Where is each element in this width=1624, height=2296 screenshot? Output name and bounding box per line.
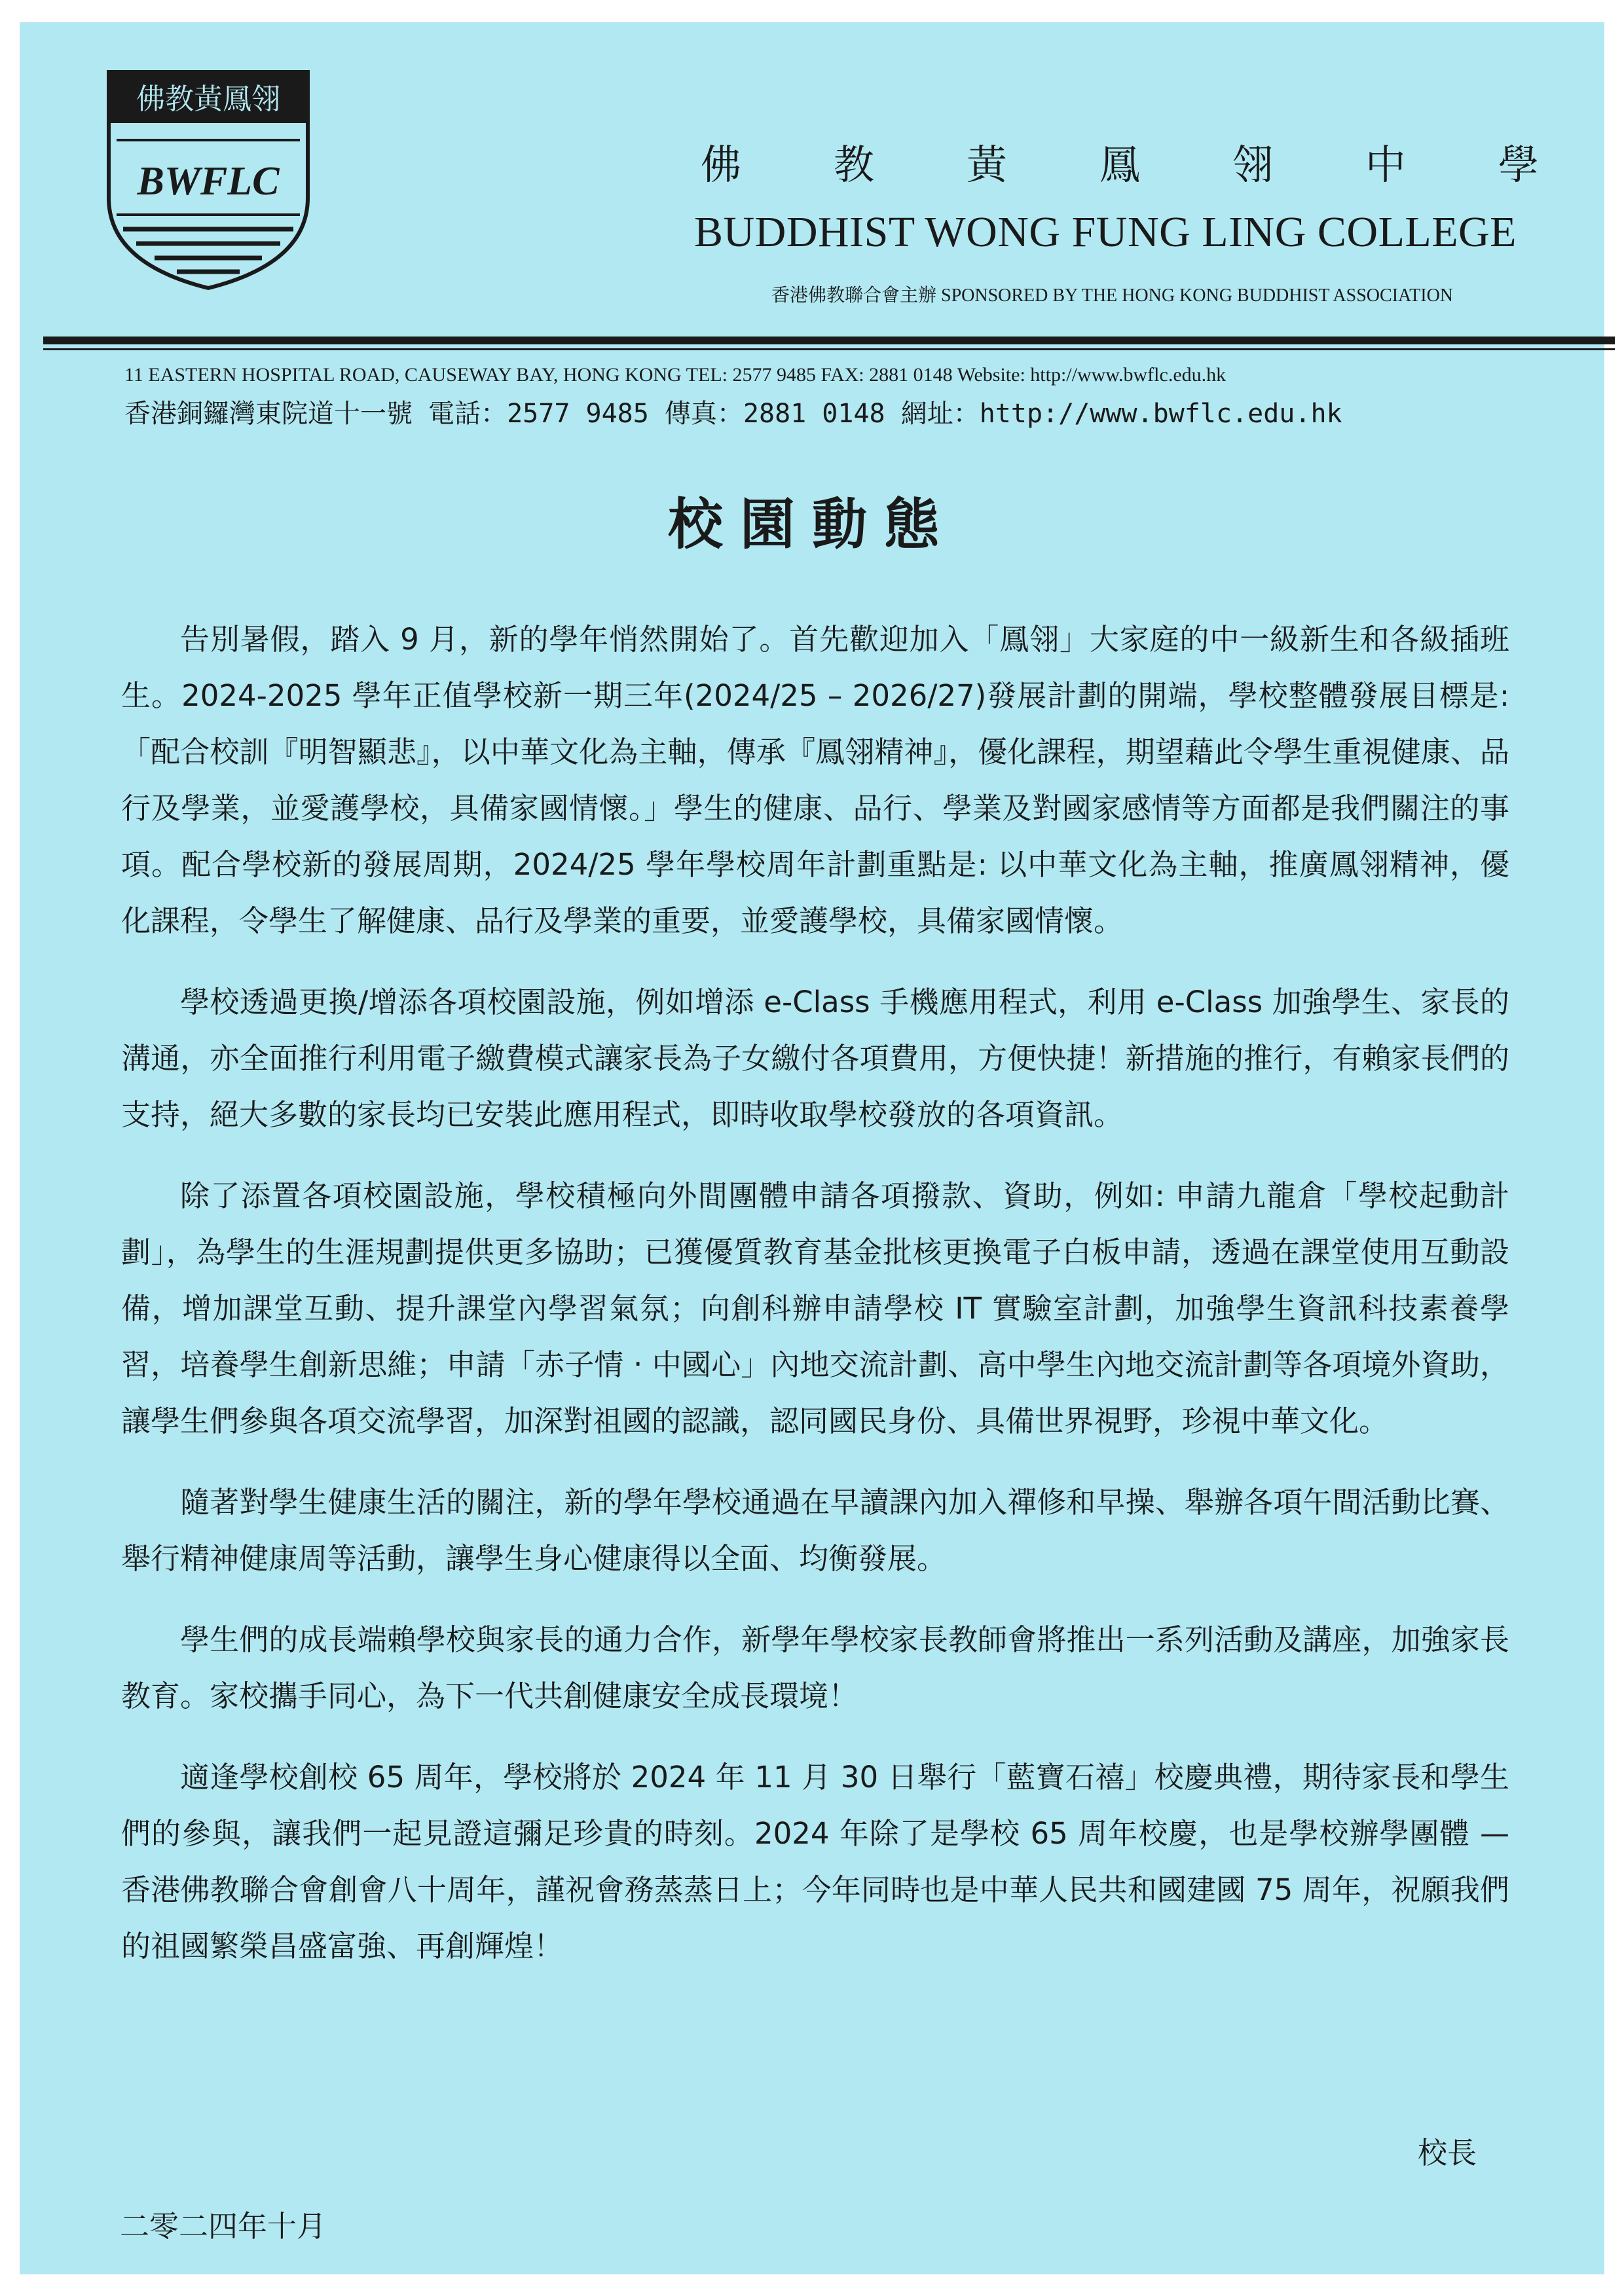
paragraph: 隨著對學生健康生活的關注，新的學年學校通過在早讀課內加入禪修和早操、舉辦各項午間活動比賽、舉行精神健康周等活動，讓學生身心健康得以全面、均衡發展。 — [121, 1485, 1509, 1576]
school-name-chinese — [701, 132, 1539, 191]
address-english: 11 EASTERN HOSPITAL ROAD, CAUSEWAY BAY, HONG KONG TEL: 2577 9485 FAX: 2881 0148 Website: http://www.bwflc.edu.hk — [124, 364, 1227, 386]
paragraph: 適逢學校創校 65 周年，學校將於 2024 年 11 月 30 日舉行「藍寶石禧」校慶典禮，期待家長和學生們的參與，讓我們一起見證這彌足珍貴的時刻。2024 年除了是學校 65 周年校慶，也是學校辦學團體 — 香港佛教聯合會創會八十周年，謹祝會務蒸蒸日上；今年同時也是中華人民共和國建國 75 周年，祝願我們的祖國繁榮昌盛富強、再創輝煌！ — [121, 1760, 1509, 1963]
header-divider-thin — [43, 348, 1615, 350]
school-crest-icon — [103, 67, 313, 293]
letter-date: 二零二四年十月 — [120, 2209, 327, 2244]
school-name-char: 學 — [1498, 141, 1539, 189]
school-name-char: 教 — [833, 141, 874, 189]
school-name-char: 佛 — [701, 141, 742, 189]
page-title: 校園動態 — [667, 492, 956, 556]
school-name-english: BUDDHIST WONG FUNG LING COLLEGE — [694, 208, 1517, 256]
school-name-char: 鳳 — [1099, 141, 1140, 189]
school-name-char: 中 — [1365, 141, 1406, 189]
sponsor-line: 香港佛教聯合會主辦 SPONSORED BY THE HONG KONG BUDDHIST ASSOCIATION — [771, 285, 1454, 306]
paragraph: 學生們的成長端賴學校與家長的通力合作，新學年學校家長教師會將推出一系列活動及講座，加強家長教育。家校攜手同心，為下一代共創健康安全成長環境！ — [121, 1622, 1509, 1713]
paragraph: 告別暑假，踏入 9 月，新的學年悄然開始了。首先歡迎加入「鳳翎」大家庭的中一級新生和各級插班生。2024-2025 學年正值學校新一期三年(2024/25 – 2026/27)發展計劃的開端，學校整體發展目標是: 「配合校訓『明智顯悲』，以中華文化為主軸，傳承『鳳翎精神』，優化課程，期望藉此令學生重視健康、品行及學業，並愛護學校，具備家國情懷。」學生的健康、品行、學業及對國家感情等方面都是我們關注的事項。配合學校新的發展周期，2024/25 學年學校周年計劃重點是: 以中華文化為主軸，推廣鳳翎精神，優化課程，令學生了解健康、品行及學業的重要，並愛護學校，具備家國情懷。 — [121, 622, 1509, 938]
crest-top-text: 佛教黃鳳翎 — [136, 82, 280, 116]
school-name-char: 黃 — [966, 141, 1007, 189]
school-name-char: 翎 — [1232, 141, 1273, 189]
paragraph: 除了添置各項校園設施，學校積極向外間團體申請各項撥款、資助，例如: 申請九龍倉「學校起動計劃」，為學生的生涯規劃提供更多協助；已獲優質教育基金批核更換電子白板申請，透過在課堂使用互動設備，增加課堂互動、提升課堂內學習氣氛；向創科辦申請學校 IT 實驗室計劃，加強學生資訊科技素養學習，培養學生創新思維；申請「赤子情 ‧ 中國心」內地交流計劃、高中學生內地交流計劃等各項境外資助，讓學生們參與各項交流學習，加深對祖國的認識，認同國民身份、具備世界視野，珍視中華文化。 — [121, 1178, 1509, 1438]
header-divider — [43, 337, 1615, 344]
paragraph: 學校透過更換/增添各項校園設施，例如增添 e-Class 手機應用程式，利用 e-Class 加強學生、家長的溝通，亦全面推行利用電子繳費模式讓家長為子女繳付各項費用，方便快捷！新措施的推行，有賴家長們的支持，絕大多數的家長均已安裝此應用程式，即時收取學校發放的各項資訊。 — [121, 985, 1509, 1132]
crest-monogram: BWFLC — [137, 159, 280, 204]
address-chinese: 香港銅鑼灣東院道十一號 電話：2577 9485 傳真：2881 0148 網址：http://www.bwflc.edu.hk — [124, 399, 1342, 429]
letter-page — [20, 22, 1604, 2274]
letter-body — [121, 611, 1509, 1999]
signature-title: 校長 — [1418, 2136, 1477, 2170]
